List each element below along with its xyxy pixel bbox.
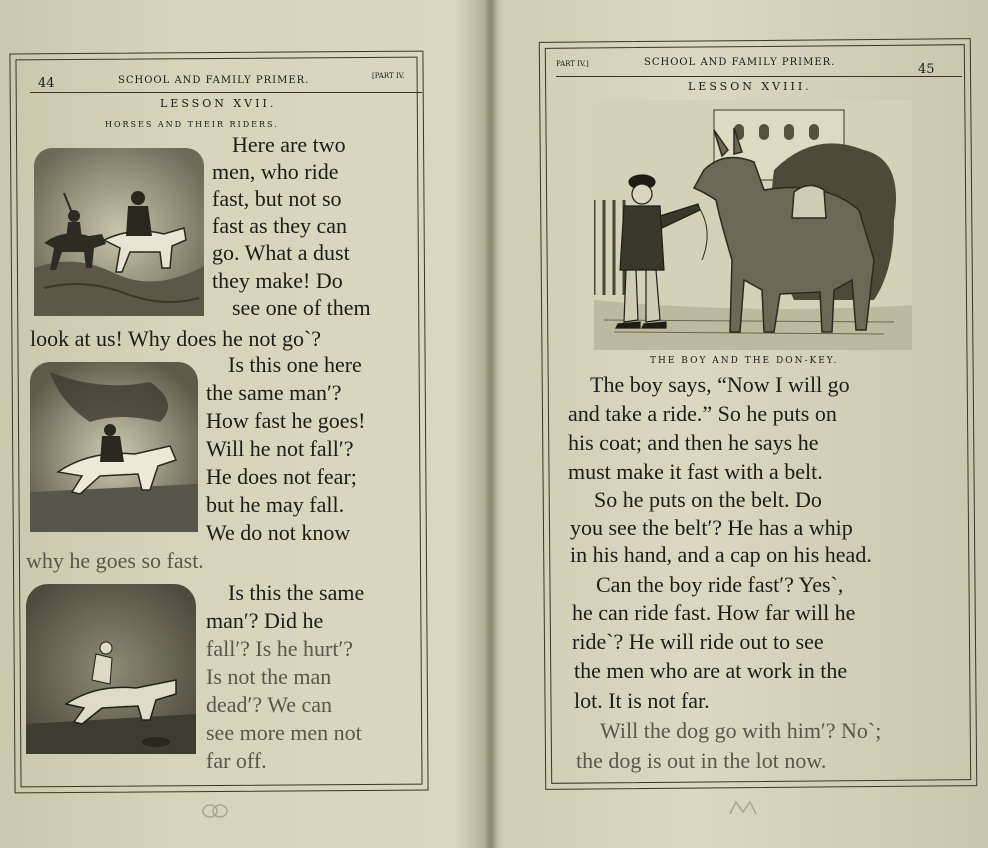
left-running-title: SCHOOL AND FAMILY PRIMER.	[118, 75, 310, 86]
right-text-line: ride`? He will ride out to see	[572, 629, 824, 654]
pencil-mark	[200, 800, 230, 822]
left-text-line: Here are two	[232, 132, 346, 157]
left-text-line: man′? Did he	[206, 608, 324, 633]
pencil-mark	[728, 798, 758, 818]
right-text-line: Can the boy ride fast′? Yes`,	[596, 572, 844, 597]
left-text-line: fast as they can	[212, 213, 347, 238]
boy-donkey-caption: THE BOY AND THE DON-KEY.	[650, 356, 839, 366]
left-part-label: [PART IV.	[372, 72, 405, 80]
left-text-line: the same man′?	[206, 380, 342, 405]
left-text-line: look at us! Why does he not go`?	[30, 326, 322, 351]
left-text-line: Will he not fall′?	[206, 436, 354, 461]
right-text-line: and take a ride.” So he puts on	[568, 401, 837, 426]
right-text-line: The boy says, “Now I will go	[590, 372, 850, 397]
right-text-line: the dog is out in the lot now.	[576, 748, 827, 773]
left-text-line: fall′? Is he hurt′?	[206, 636, 354, 661]
right-running-title: SCHOOL AND FAMILY PRIMER.	[644, 57, 836, 68]
left-text-line: why he goes so fast.	[26, 548, 204, 573]
right-page-number: 45	[918, 62, 935, 77]
boy-and-donkey-illustration	[594, 100, 912, 350]
left-text-line: men, who ride	[212, 159, 339, 184]
right-text-line: the men who are at work in the	[574, 658, 848, 683]
left-text-line: Is this the same	[228, 580, 365, 605]
right-text-line: his coat; and then he says he	[568, 430, 819, 455]
left-text-line: fast, but not so	[212, 186, 342, 211]
left-page-number: 44	[38, 76, 55, 91]
left-head-rule	[30, 92, 422, 93]
left-text-line: see one of them	[232, 295, 371, 320]
book-gutter	[484, 0, 498, 848]
right-text-line: lot. It is not far.	[574, 688, 710, 713]
left-text-line: dead′? We can	[206, 692, 333, 717]
left-text-line: far off.	[206, 748, 267, 773]
left-text-line: He does not fear;	[206, 464, 357, 489]
right-text-line: you see the belt′? He has a whip	[570, 515, 853, 540]
right-text-line: in his hand, and a cap on his head.	[570, 542, 872, 567]
fallen-rider-illustration	[26, 584, 196, 754]
lesson-17-title: LESSON XVII.	[160, 97, 277, 110]
two-riders-illustration	[34, 148, 204, 316]
right-text-line: must make it fast with a belt.	[568, 459, 823, 484]
left-text-line: We do not know	[206, 520, 351, 545]
left-text-line: see more men not	[206, 720, 362, 745]
right-text-line: Will the dog go with him′? No`;	[600, 718, 882, 743]
right-part-label: PART IV.]	[556, 60, 589, 68]
left-text-line: but he may fall.	[206, 492, 345, 517]
galloping-rider-illustration	[30, 362, 198, 532]
lesson-18-title: LESSON XVIII.	[688, 80, 812, 93]
left-text-line: Is not the man	[206, 664, 332, 689]
right-text-line: he can ride fast. How far will he	[572, 600, 856, 625]
left-text-line: How fast he goes!	[206, 408, 366, 433]
right-head-rule	[556, 76, 962, 77]
left-text-line: Is this one here	[228, 352, 362, 377]
left-text-line: go. What a dust	[212, 240, 350, 265]
lesson-17-subtitle: HORSES AND THEIR RIDERS.	[105, 120, 279, 129]
right-text-line: So he puts on the belt. Do	[594, 487, 822, 512]
left-text-line: they make! Do	[212, 268, 343, 293]
